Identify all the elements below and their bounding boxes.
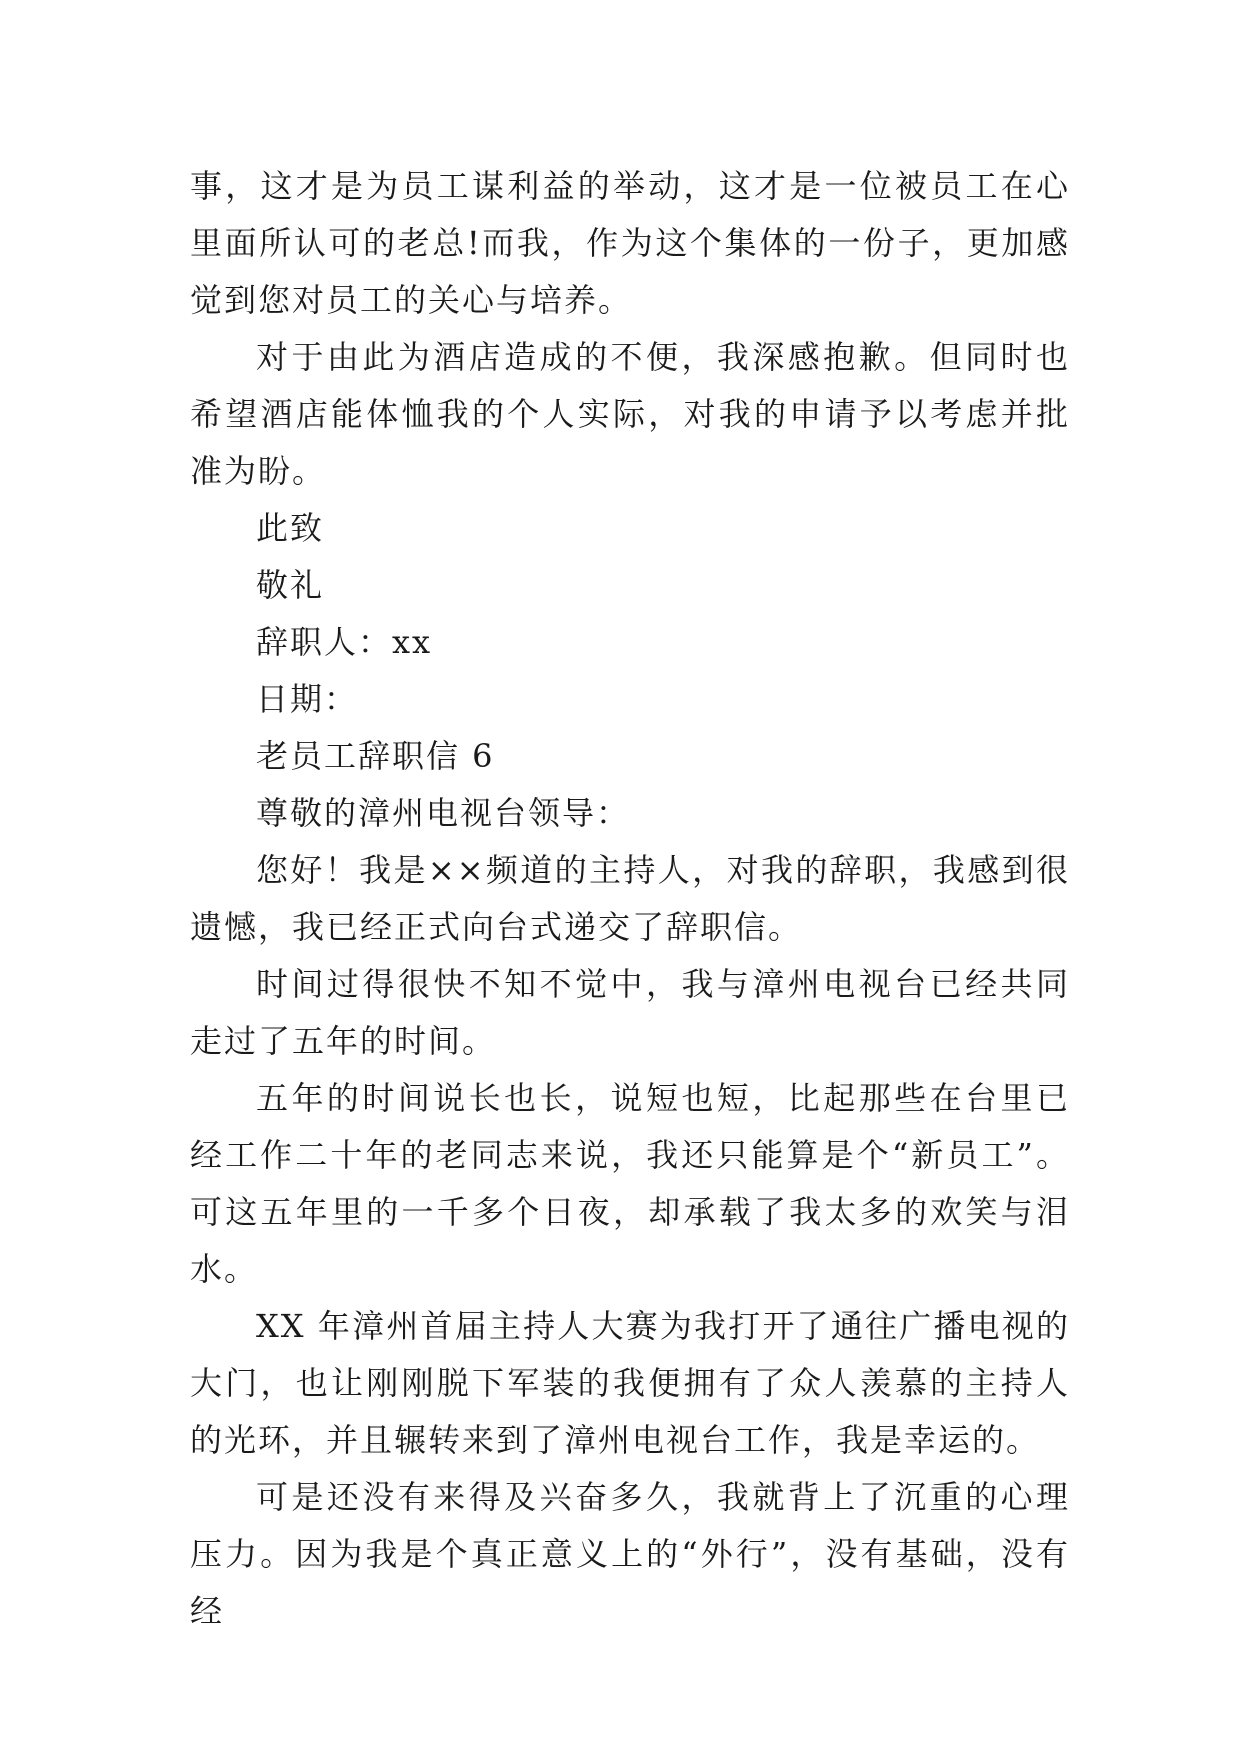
signature-line: 辞职人：xx (256, 623, 433, 661)
paragraph: 事，这才是为员工谋利益的举动，这才是一位被员工在心里面所认可的老总!而我，作为这个集体的一份子，更加感觉到您对员工的关心与培养。 (190, 167, 1070, 319)
paragraph: 五年的时间说长也长，说短也短，比起那些在台里已经工作二十年的老同志来说，我还只能算是个“新员工”。可这五年里的一千多个日夜，却承载了我太多的欢笑与泪水。 (190, 1079, 1070, 1288)
paragraph: XX 年漳州首届主持人大赛为我打开了通往广播电视的大门，也让刚刚脱下军装的我便拥有了众人羡慕的主持人的光环，并且辗转来到了漳州电视台工作，我是幸运的。 (190, 1307, 1070, 1459)
closing-regards: 敬礼 (256, 566, 325, 604)
section-title: 老员工辞职信 6 (256, 737, 495, 775)
paragraph: 您好！我是××频道的主持人，对我的辞职，我感到很遗憾，我已经正式向台式递交了辞职信。 (190, 851, 1070, 946)
paragraph: 时间过得很快不知不觉中，我与漳州电视台已经共同走过了五年的时间。 (190, 965, 1070, 1060)
greeting: 尊敬的漳州电视台领导： (256, 794, 631, 832)
closing-salutation: 此致 (256, 509, 325, 547)
document-body (190, 158, 1070, 1640)
paragraph: 可是还没有来得及兴奋多久，我就背上了沉重的心理压力。因为我是个真正意义上的“外行”，没有基础，没有经 (190, 1478, 1070, 1630)
date-line: 日期： (256, 680, 359, 718)
paragraph: 对于由此为酒店造成的不便，我深感抱歉。但同时也希望酒店能体恤我的个人实际，对我的申请予以考虑并批准为盼。 (190, 338, 1070, 490)
